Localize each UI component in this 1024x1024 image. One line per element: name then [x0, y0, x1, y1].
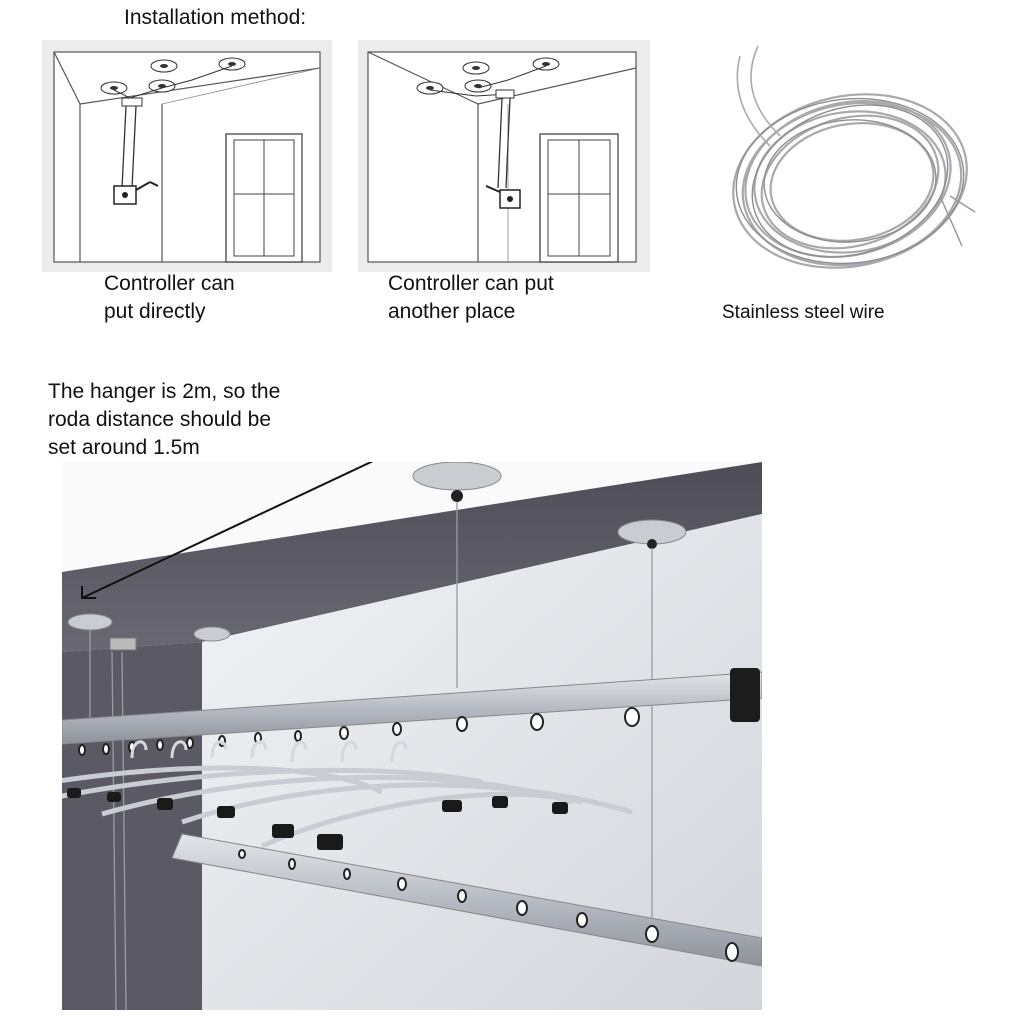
diagram-1-caption: [104, 270, 235, 326]
window-icon: [540, 134, 618, 262]
installation-title: Installation method:: [124, 6, 307, 29]
note-line: set around 1.5m: [48, 436, 200, 459]
caption-line: Controller can put: [388, 272, 554, 295]
room-diagram-1: [42, 40, 332, 272]
room-diagram-2: [358, 40, 650, 272]
note-line: roda distance should be: [48, 408, 271, 431]
caption-line: put directly: [104, 300, 206, 323]
caption-line: another place: [388, 300, 516, 323]
wire-coil-icon: [700, 36, 980, 276]
note-line: The hanger is 2m, so the: [48, 380, 281, 403]
wire-caption: Stainless steel wire: [722, 302, 885, 323]
window-icon: [226, 134, 302, 262]
drying-rack-photo: [62, 462, 762, 1010]
diagram-2-caption: [388, 270, 554, 326]
caption-line: Controller can: [104, 272, 235, 295]
installation-diagram-direct: [42, 40, 332, 272]
distance-note: [48, 378, 280, 462]
installation-diagram-remote: [358, 40, 650, 272]
left-wall: [62, 642, 202, 1010]
